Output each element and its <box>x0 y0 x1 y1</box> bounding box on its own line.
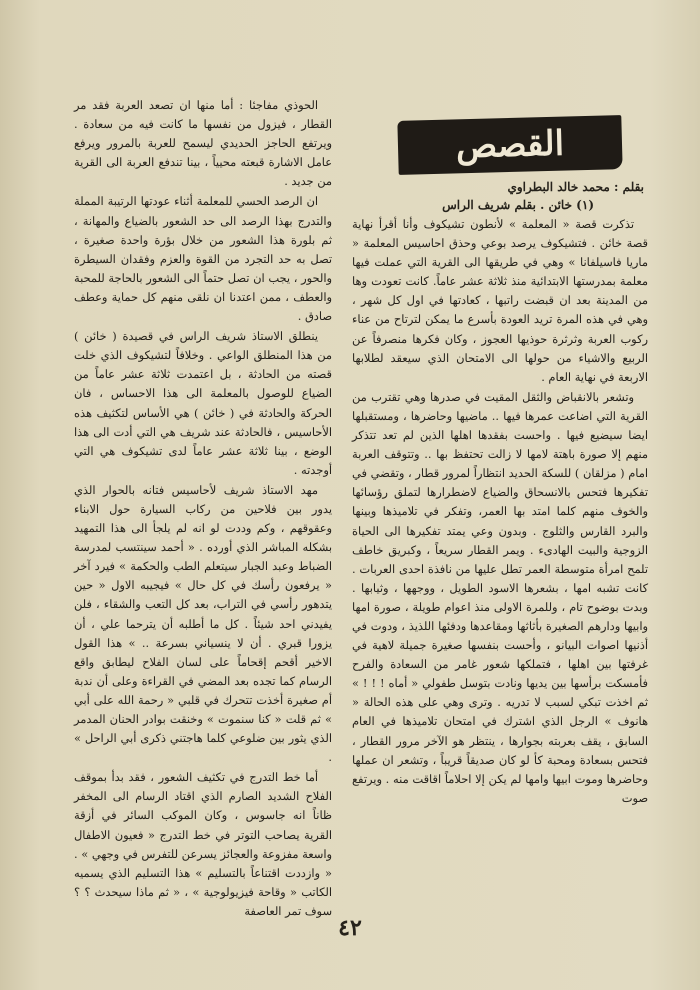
paragraph: وتشعر بالانقباض والثقل المقيت في صدرها وهي تقترب من القرية التي اضاعت عمرها فيها .. ماضيها وحاضرها ، ومستقبلها ايضا سيضيع فيها . واحست بفقدها اهلها الذين لم تعد تتذكر منهم إلا صورة باهتة لامها لا زالت تحتفظ بها .. وتتوقف العربة امام ( مزلقان ) للسكة الحديد انتظاراً لمرور قطار ، وتقضي في تفكيرها فتحس بالانسحاق والضياع لاضطرارها لتملق رؤسائها والخوف منهم كلما امتد بها العمر، وتفكر في تلاميذها وبينها والبرد القارس والثلوج . وبدون وعي يمتد تفكيرها الى الحياة الزوجية والبيت الهادىء . ويمر القطار سريعاً ، وكبريق خاطف تلمح امرأة متوسطة العمر تطل عليها من نافذة احدى العربات . كانت تشبه امها ، بشعرها الاسود الطويل ، ووجهها ، وثيابها . وبدت بوضوح تام ، وللمرة الاولى منذ اعوام طويلة ، صورة امها وابيها ودارهم الصغيرة بأثاثها ومقاعدها ودفئها اللذيذ ، ودوت في أذنيها اصوات البيانو ، وأحست بنفسها صغيرة جميلة لاهية في غرفتها بين اهلها ، فتملكها شعور غامر من السعادة والفرح فأمسكت برأسها بين يديها ونادت بتوسل طفولي « أماه ! ! ! » ثم اخذت تبكي لسبب لا تدريه . وترى وهي على هذه الحالة « هانوف » الرجل الذي اشترك في امتحان تلاميذها في العام السابق ، يقف بعربته بجوارها ، ينتظر هو الآخر مرور القطار ، فتحس بسعادة ومحبة كأ لو كان صديقاً قريباً ، وتشعر ان عملها وحاضرها وموت ابيها وامها لم يكن إلا احلاماً اقاقت منه . ويرتفع صوت <box>352 389 648 805</box>
paragraph: تذكرت قصة « المعلمة » لأنطون تشيكوف وأنا أقرأ نهاية قصة خائن . فتشيكوف يرصد بوعي وحذق احاسيس المعلمة « ماريا فاسيلفانا » وهي في طريقها الى القرية التي عملت فيها معلمة بمدرستها الابتدائية منذ ثلاثة عشر عاماً. كانت تعودت وها من المدينة بعد ان قبضت راتبها ، كعادتها في اول كل شهر ، وهي في هذه المرة تريد العودة بأسرع ما يمكن لترتاح من عناء ركوب العربة وثرثرة حوذيها العجوز ، وكان فكرها منصرفاً عن الربيع والاشياء من حولها الى الامتحان الذي سيعقد لطلابها الاربعة في نهاية العام . <box>352 217 648 384</box>
left-column <box>74 96 332 922</box>
byline <box>352 178 644 214</box>
paragraph: الحوذي مفاجئا : أما منها ان تصعد العربة فقد مر القطار ، فيزول من نفسها ما كانت فيه من سعادة . ويرتفع الحاجز الحديدي ليسمح للعربة بالمرور ويرفع عامل الاشارة قبعته محيياً ، بينا تندفع العربة الى القرية من جديد . <box>74 98 332 189</box>
paragraph: ان الرصد الحسي للمعلمة أثناء عودتها الرتيبة المملة والتدرج بهذا الرصد الى حد الشعور بالضياع والمهانة ، ثم بلورة هذا الشعور من خلال بؤرة واحدة صغيرة ، تصل به حد التجرد من القوة والعزم وفقدان السيطرة والحور ، يجب ان تصل حتماً الى الشعور بالحاجة للمحبة والعطف ، ممن اعتدنا ان نلقى منهم كل حماية وعطف صادق . <box>74 194 332 324</box>
right-column <box>352 215 648 809</box>
author-line: بقلم : محمد خالد البطراوي <box>507 180 644 194</box>
section-masthead <box>397 115 622 175</box>
page-number: ٤٢ <box>338 915 362 941</box>
paragraph: أما خط التدرج في تكثيف الشعور ، فقد بدأ بموقف الفلاح الشديد الصارم الذي اقتاد الرسام الى المخفر ظاناً انه جاسوس ، وكان الموكب السائر في أزقة القرية يصاحب التوتر في خط التدرج « فعيون الاطفال واسعة مفزوعة والعجائز يسرعن للتفرس في وجهي » . « وازددت اقتناعاً بالتسليم » هذا التسليم الذي يسميه الكاتب « وقاحة فيزيولوجية » ، « ثم ماذا سيحدث ؟ ؟ سوف تمر العاصفة <box>74 770 332 918</box>
paragraph: مهد الاستاذ شريف لأحاسيس فتانه بالحوار الذي يدور بين فلاحين من ركاب السيارة حول الابناء وعقوقهم ، وكم وددت لو انه لم يلجأ الى هذا التمهيد بشكله المباشر الذي أورده . « أحمد سينتسب لمدرسة الضباط وعبد الجبار سيتعلم الطب والحكمة » فيرد آخر « يرفعون رأسك في كل حال » فيجيبه الاول « حين يتدهور رأسي في التراب، بعد كل التعب والشقاء ، فلن يفيدني احد شيئاً . كل ما أطلبه أن يترحما علي ، أن يزورا قبري . أن لا ينسياني بسرعة .. » هذا القول الاخير أقحم إقحاماً على لسان الفلاح ليطابق واقع الرسام كما تجده بعد المضي في القراءة وعلى أن ندبة أم صغيرة أخذت تتحرك في قلبي « رحمة الله على أبي » ثم قلت « كنا سنموت » وخنقت بوادر الحنان المدمر الذي يثور بين ضلوعي كلما هاجتني ذكرى أبي الراحل » . <box>74 482 332 765</box>
masthead-title: القصص <box>455 123 565 167</box>
paragraph: ينطلق الاستاذ شريف الراس في قصيدة ( خائن ) من هذا المنطلق الواعي . وخلافاً لتشيكوف الذي خلت قصته من الحادثة ، بل اعتمدت ثلاثة عشر عاماً من الضياع للوصول بالمعلمة الى هذا الاحساس ، فان الحركة والحادثة في ( خائن ) هي الأساس لتكثيف هذه الأحاسيس ، فالحادثة عند شريف هي التي أدت الى هذا الوضع ، بينا ثلاثة عشر عاماً لدى تشيكوف هي التي أوجدته . <box>74 329 332 477</box>
story-line: (١) خائن . بقلم شريف الراس <box>442 198 594 212</box>
